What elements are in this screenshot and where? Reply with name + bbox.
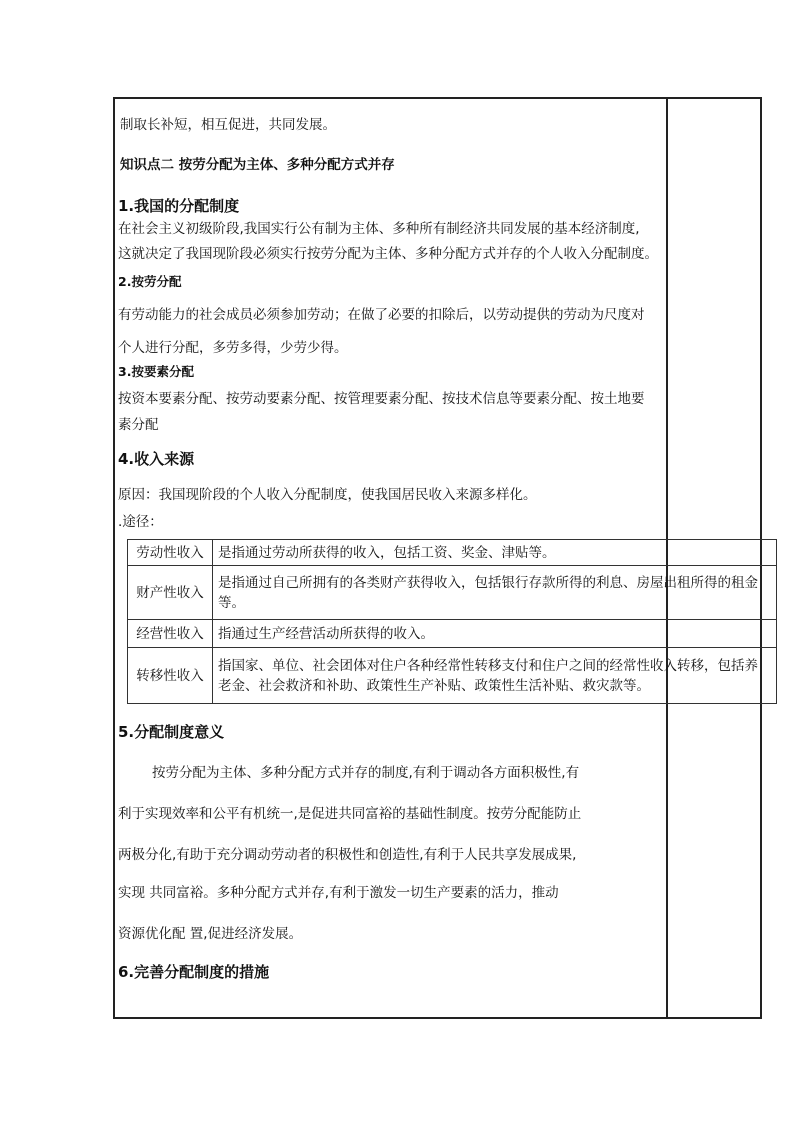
income-desc-cell: 指通过生产经营活动所获得的收入。 [213, 620, 777, 648]
text-line: 原因：我国现阶段的个人收入分配制度，使我国居民收入来源多样化。 [118, 487, 537, 503]
text-line: 制取长补短，相互促进，共同发展。 [120, 117, 336, 133]
income-desc-cell: 是指通过自己所拥有的各类财产获得收入，包括银行存款所得的利息、房屋出租所得的租金等。 [213, 566, 777, 620]
income-sources-table [127, 539, 777, 704]
text-line: 有劳动能力的社会成员必须参加劳动；在做了必要的扣除后，以劳动提供的劳动为尺度对 [118, 307, 645, 323]
text-line: 资源优化配 置,促进经济发展。 [118, 926, 303, 942]
text-line: 利于实现效率和公平有机统一,是促进共同富裕的基础性制度。按劳分配能防止 [118, 806, 582, 822]
text-line: .途径： [118, 514, 163, 530]
text-line: 两极分化,有助于充分调动劳动者的积极性和创造性,有利于人民共享发展成果, [118, 847, 577, 863]
heading-4: 4.收入来源 [118, 450, 195, 468]
table-row [128, 566, 777, 620]
income-type-cell: 转移性收入 [128, 648, 213, 704]
text-line: 个人进行分配，多劳多得，少劳少得。 [118, 340, 348, 356]
text-line: 按劳分配为主体、多种分配方式并存的制度,有利于调动各方面积极性,有 [152, 765, 580, 781]
text-line: 按资本要素分配、按劳动要素分配、按管理要素分配、按技术信息等要素分配、按土地要 [118, 391, 645, 407]
text-line: 这就决定了我国现阶段必须实行按劳分配为主体、多种分配方式并存的个人收入分配制度。 [118, 246, 658, 262]
income-type-cell: 财产性收入 [128, 566, 213, 620]
income-type-cell: 劳动性收入 [128, 540, 213, 566]
heading-6: 6.完善分配制度的措施 [118, 963, 270, 981]
heading-3: 3.按要素分配 [118, 364, 194, 379]
text-line: 在社会主义初级阶段,我国实行公有制为主体、多种所有制经济共同发展的基本经济制度, [118, 221, 640, 237]
section-heading: 知识点二 按劳分配为主体、多种分配方式并存 [120, 157, 395, 173]
heading-1: 1.我国的分配制度 [118, 197, 240, 215]
table-row [128, 648, 777, 704]
income-desc-cell: 是指通过劳动所获得的收入，包括工资、奖金、津贴等。 [213, 540, 777, 566]
heading-5: 5.分配制度意义 [118, 723, 225, 741]
text-line: 实现 共同富裕。多种分配方式并存,有利于激发一切生产要素的活力，推动 [118, 885, 559, 901]
income-desc-cell: 指国家、单位、社会团体对住户各种经常性转移支付和住户之间的经常性收入转移，包括养老金、社会救济和补助、政策性生产补贴、政策性生活补贴、救灾款等。 [213, 648, 777, 704]
table-row [128, 540, 777, 566]
text-line: 素分配 [118, 417, 159, 433]
table-row [128, 620, 777, 648]
heading-2: 2.按劳分配 [118, 274, 182, 289]
income-type-cell: 经营性收入 [128, 620, 213, 648]
